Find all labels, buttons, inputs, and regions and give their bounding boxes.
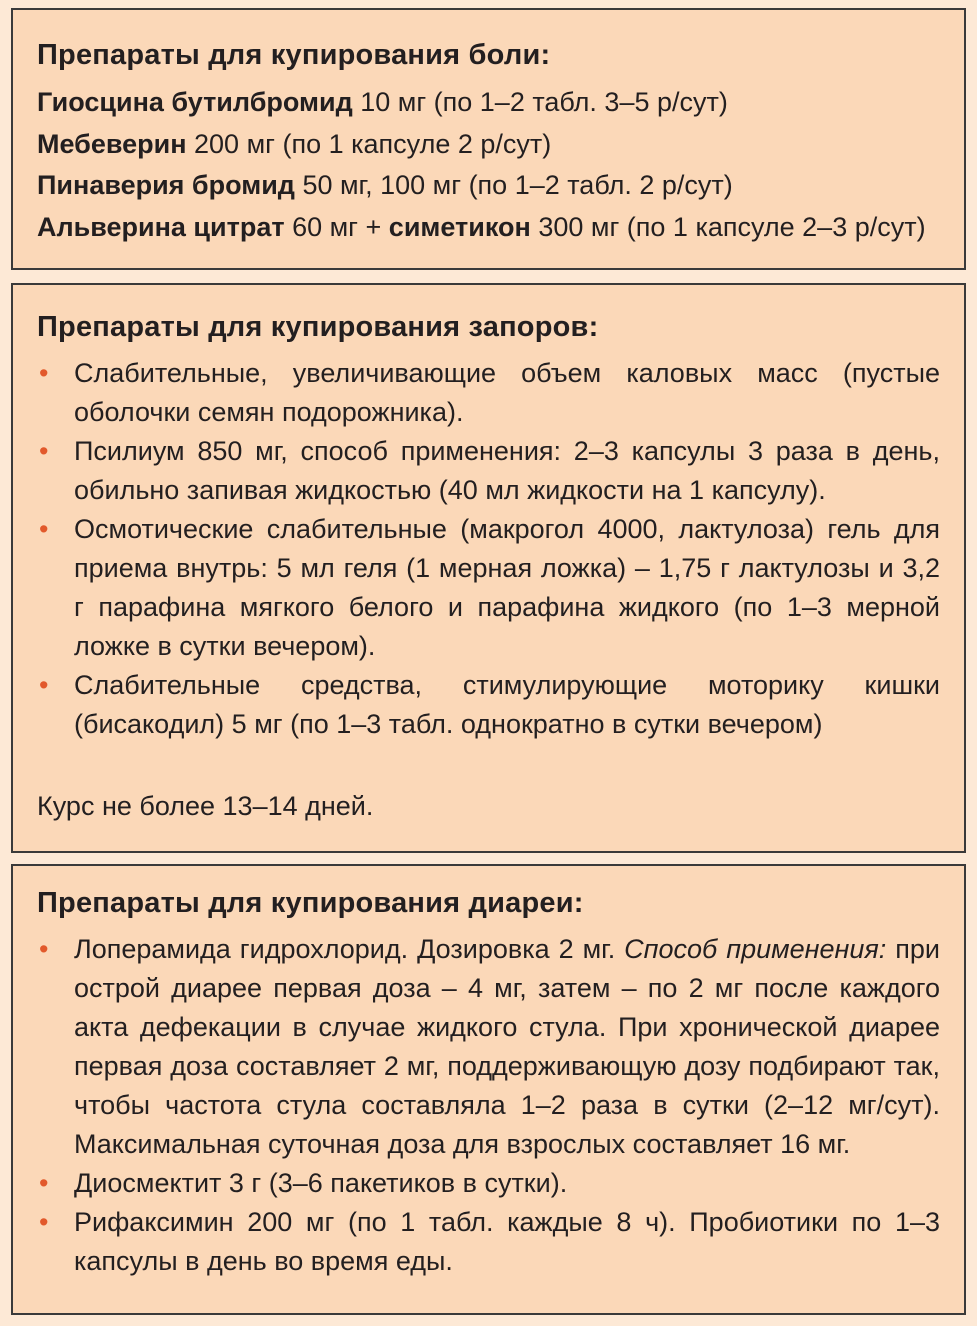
bullet-icon: • <box>39 436 49 466</box>
bullet-icon: • <box>39 670 49 700</box>
bullet-icon: • <box>39 934 49 964</box>
constipation-panel <box>11 283 966 853</box>
course-note: Курс не более 13–14 дней. <box>37 791 374 821</box>
constipation-title: Препараты для купирования запоров: <box>37 311 599 343</box>
drug-row <box>37 165 940 207</box>
drug-name: Альверина цитрат <box>37 211 285 242</box>
list-item-text: Псилиум 850 мг, способ применения: 2–3 капсулы 3 раза в день, обильно запивая жидкостью (40 мл жидкости на 1 капсулу). <box>74 436 940 505</box>
drug-row <box>37 82 940 124</box>
drug-row <box>37 207 940 249</box>
drug-name: Гиосцина бутилбромид <box>37 87 353 117</box>
bullet-icon: • <box>39 514 49 544</box>
list-item <box>37 1164 940 1203</box>
drug-name-secondary: симетикон <box>388 211 531 242</box>
drug-dosage: 200 мг (по 1 капсуле 2 р/сут) <box>186 128 552 159</box>
list-item <box>37 354 940 432</box>
drug-dosage: 60 мг + <box>284 211 389 242</box>
list-item <box>37 510 940 666</box>
bullet-icon: • <box>39 358 49 388</box>
list-item-text: Диосмектит 3 г (3–6 пакетиков в сутки). <box>74 1168 568 1198</box>
list-item <box>37 666 940 744</box>
list-item-lead: Лоперамида гидрохлорид. Дозировка 2 мг. <box>74 934 625 964</box>
list-item-text: Слабительные средства, стимулирующие моторику кишки (бисакодил) 5 мг (по 1–3 табл. однократно в сутки вечером) <box>74 670 940 739</box>
drug-dosage: 50 мг, 100 мг (по 1–2 табл. 2 р/сут) <box>294 170 733 200</box>
diarrhea-title: Препараты для купирования диареи: <box>37 887 584 919</box>
list-item-text: Рифаксимин 200 мг (по 1 табл. каждые 8 ч). Пробиотики по 1–3 капсулы в день во время еды. <box>74 1207 940 1276</box>
pain-drug-list <box>37 82 940 248</box>
drug-name: Пинаверия бромид <box>37 170 295 200</box>
pain-relief-title: Препараты для купирования боли: <box>37 39 551 71</box>
list-item <box>37 930 940 1164</box>
drug-dosage-secondary: 300 мг (по 1 капсуле 2–3 р/сут) <box>530 211 926 242</box>
list-item-text: Слабительные, увеличивающие объем каловых масс (пустые оболочки семян подорожника). <box>74 358 940 427</box>
bullet-icon: • <box>39 1168 49 1198</box>
pain-relief-panel <box>11 8 966 270</box>
list-item <box>37 432 940 510</box>
drug-dosage: 10 мг (по 1–2 табл. 3–5 р/сут) <box>352 87 728 117</box>
list-item-text: при острой диарее первая доза – 4 мг, затем – по 2 мг после каждого акта дефекации в случае жидкого стула. При хронической диарее первая доза составляет 2 мг, поддерживающую дозу подбирают так, чтобы частота стула составляла 1–2 раза в сутки (2–12 мг/сут). Максимальная суточная доза для взрослых составляет 16 мг. <box>74 934 940 1159</box>
diarrhea-list <box>37 930 940 1281</box>
bullet-icon: • <box>39 1207 49 1237</box>
diarrhea-panel <box>11 864 966 1315</box>
list-item <box>37 1203 940 1281</box>
drug-row <box>37 124 940 166</box>
drug-name: Мебеверин <box>37 128 187 159</box>
constipation-list <box>37 354 940 744</box>
list-item-emphasis: Способ применения: <box>624 934 887 964</box>
list-item-text: Осмотические слабительные (макрогол 4000, лактулоза) гель для приема внутрь: 5 мл геля (1 мерная ложка) – 1,75 г лактулозы и 3,2 г парафина мягкого белого и парафина жидкого (по 1–3 мерной ложке в сутки вечером). <box>74 514 940 661</box>
